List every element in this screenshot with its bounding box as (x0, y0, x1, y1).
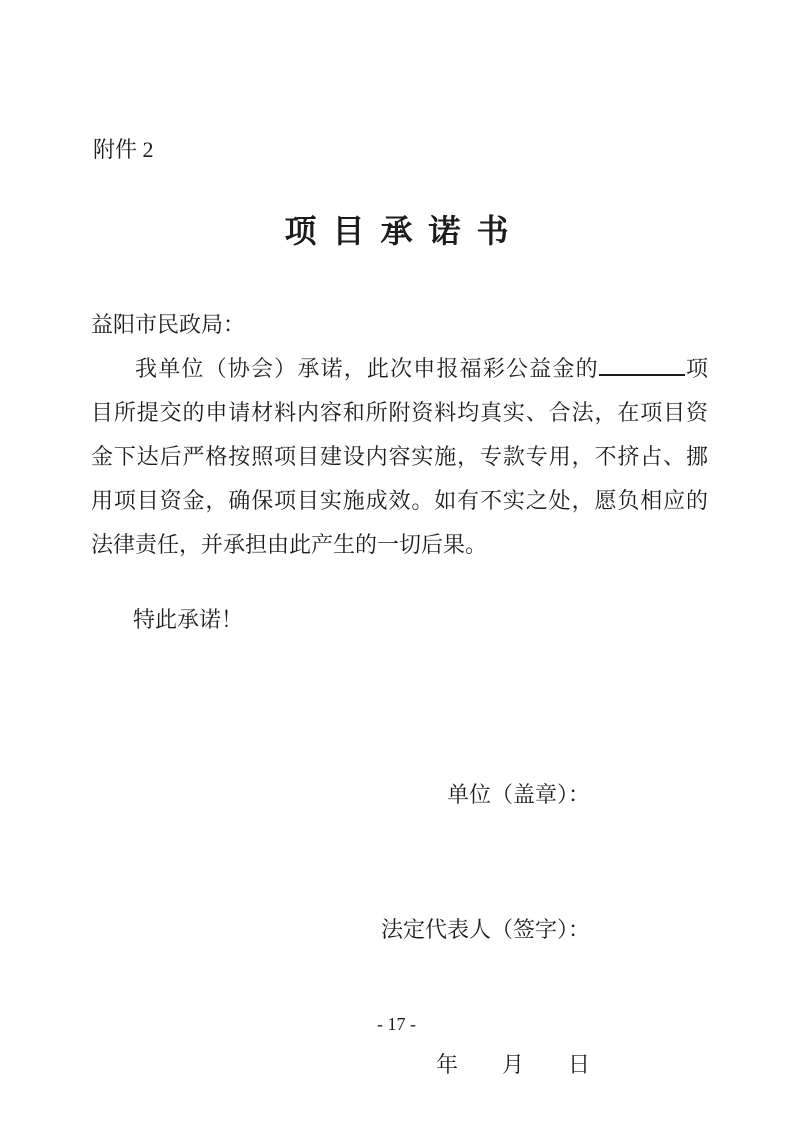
paragraph-line-1 (91, 347, 708, 391)
paragraph-line-5: 法律责任，并承担由此产生的一切后果。 (91, 532, 488, 557)
fill-in-blank-underline (599, 354, 685, 376)
commitment-paragraph (91, 347, 708, 567)
signature-date-line: 年 月 日 (435, 1052, 590, 1077)
paragraph-line-3: 金下达后严格按照项目建设内容实施，专款专用，不挤占、挪 (91, 444, 708, 469)
paragraph-line-2: 目所提交的申请材料内容和所附资料均真实、合法，在项目资 (91, 400, 708, 425)
paragraph-line-4: 用项目资金，确保项目实施成效。如有不实之处，愿负相应的 (91, 488, 708, 513)
document-body (91, 303, 708, 567)
attachment-label: 附件 2 (93, 137, 154, 162)
signature-unit-seal-line: 单位（盖章）： (446, 782, 590, 807)
signature-legal-representative-line: 法定代表人（签字）： (380, 917, 590, 942)
salutation-line: 益阳市民政局： (91, 312, 246, 337)
page-number: - 17 - (377, 1014, 416, 1034)
paragraph-text-after-blank: 项 (684, 356, 708, 381)
pledge-line: 特此承诺！ (133, 607, 244, 632)
document-title: 项 目 承 诺 书 (284, 213, 513, 249)
signature-block (381, 682, 590, 1122)
paragraph-text-before-blank: 我单位（协会）承诺，此次申报福彩公益金的 (135, 356, 599, 381)
